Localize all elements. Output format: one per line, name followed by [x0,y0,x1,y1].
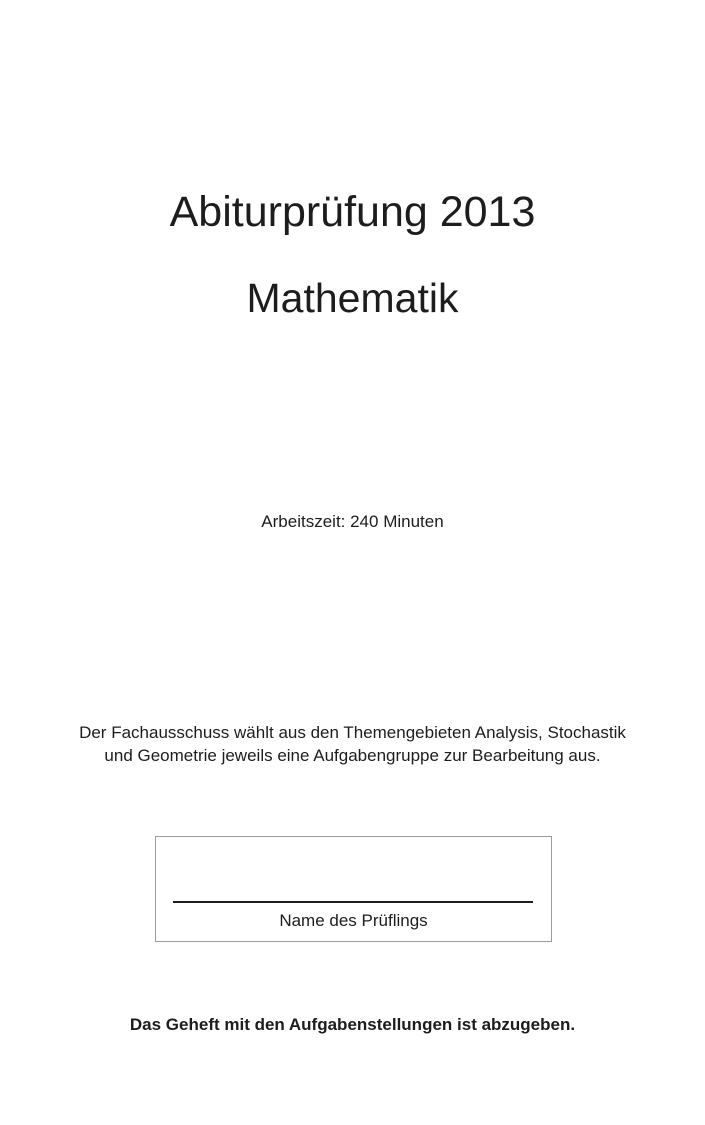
exam-title: Abiturprüfung 2013 [169,188,536,236]
exam-subject-title: Mathematik [246,275,459,321]
topic-selection-note: Der Fachausschuss wählt aus den Themengebieten Analysis, Stochastik und Geometrie jeweils eine Aufgabengruppe zur Bearbeitung aus. [79,723,626,765]
name-box [155,836,552,942]
name-box-label: Name des Prüflings [279,911,428,930]
submission-note: Das Geheft mit den Aufgabenstellungen ist abzugeben. [129,1015,576,1034]
working-time-text: Arbeitszeit: 240 Minuten [261,512,444,531]
signature-line [173,901,533,903]
